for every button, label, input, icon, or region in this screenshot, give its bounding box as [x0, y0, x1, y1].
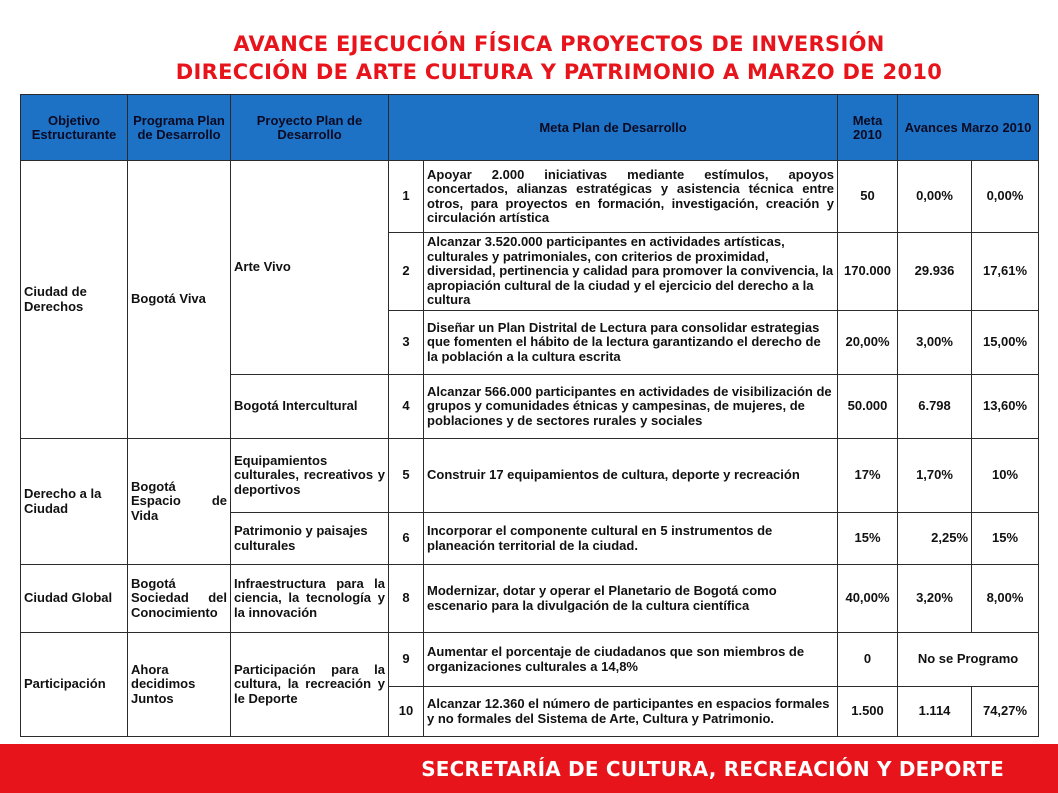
proyecto-cell: Bogotá Intercultural — [231, 375, 389, 439]
avance-percent: 74,27% — [972, 687, 1039, 737]
objetivo-cell: Participación — [21, 633, 128, 737]
proyecto-cell: Infraestructura para la ciencia, la tecnología y la innovación — [231, 565, 389, 633]
header-meta-2010: Meta 2010 — [838, 95, 898, 161]
meta-2010-value: 0 — [838, 633, 898, 687]
title-line-2: DIRECCIÓN DE ARTE CULTURA Y PATRIMONIO A MARZO DE 2010 — [175, 60, 943, 84]
programa-cell: Bogotá Viva — [128, 161, 231, 439]
programa-cell: Ahora decidimos Juntos — [128, 633, 231, 737]
avance-percent: 10% — [972, 439, 1039, 513]
meta-description: Diseñar un Plan Distrital de Lectura para consolidar estrategias que fomenten el hábito de la lectura garantizando el derecho de la población a la cultura escrita — [424, 311, 838, 375]
avance-percent: 8,00% — [972, 565, 1039, 633]
meta-2010-value: 1.500 — [838, 687, 898, 737]
meta-2010-value: 50.000 — [838, 375, 898, 439]
title-line-1: AVANCE EJECUCIÓN FÍSICA PROYECTOS DE INVERSIÓN — [233, 32, 885, 56]
avance-percent: 17,61% — [972, 233, 1039, 311]
table-row — [21, 439, 1039, 513]
meta-2010-value: 17% — [838, 439, 898, 513]
page-title — [0, 30, 1058, 86]
table-row — [21, 161, 1039, 233]
programa-cell: Bogotá Espacio de Vida — [128, 439, 231, 565]
header-meta-plan: Meta Plan de Desarrollo — [389, 95, 838, 161]
avance-value: 2,25% — [898, 513, 972, 565]
avance-value: 6.798 — [898, 375, 972, 439]
footer-bar — [0, 744, 1058, 793]
header-objetivo: Objetivo Estructurante — [21, 95, 128, 161]
meta-number: 3 — [389, 311, 424, 375]
objetivo-cell: Derecho a la Ciudad — [21, 439, 128, 565]
meta-number: 4 — [389, 375, 424, 439]
proyecto-cell: Equipamientos culturales, recreativos y deportivos — [231, 439, 389, 513]
header-proyecto: Proyecto Plan de Desarrollo — [231, 95, 389, 161]
avance-value: No se Programo — [898, 633, 1039, 687]
meta-description: Alcanzar 566.000 participantes en actividades de visibilización de grupos y comunidades étnicas y campesinas, de mujeres, de poblaciones y de sectores rurales y sociales — [424, 375, 838, 439]
investment-projects-table — [20, 94, 1039, 737]
avance-percent: 15,00% — [972, 311, 1039, 375]
table-row — [21, 633, 1039, 687]
meta-number: 10 — [389, 687, 424, 737]
meta-number: 5 — [389, 439, 424, 513]
meta-description: Construir 17 equipamientos de cultura, deporte y recreación — [424, 439, 838, 513]
proyecto-cell: Arte Vivo — [231, 161, 389, 375]
avance-value: 1,70% — [898, 439, 972, 513]
header-avances: Avances Marzo 2010 — [898, 95, 1039, 161]
objetivo-cell: Ciudad de Derechos — [21, 161, 128, 439]
meta-2010-value: 15% — [838, 513, 898, 565]
meta-description: Aumentar el porcentaje de ciudadanos que son miembros de organizaciones culturales a 14,8% — [424, 633, 838, 687]
meta-2010-value: 50 — [838, 161, 898, 233]
meta-number: 2 — [389, 233, 424, 311]
proyecto-cell: Patrimonio y paisajes culturales — [231, 513, 389, 565]
objetivo-cell: Ciudad Global — [21, 565, 128, 633]
avance-value: 1.114 — [898, 687, 972, 737]
meta-number: 6 — [389, 513, 424, 565]
avance-value: 3,20% — [898, 565, 972, 633]
avance-value: 3,00% — [898, 311, 972, 375]
avance-value: 0,00% — [898, 161, 972, 233]
meta-description: Alcanzar 3.520.000 participantes en actividades artísticas, culturales y patrimoniales, con criterios de proximidad, diversidad, pertinencia y calidad para promover la convivencia, la apropiación cultural de la ciudad y el ejercicio del derecho a la cultura — [424, 233, 838, 311]
avance-percent: 0,00% — [972, 161, 1039, 233]
header-row — [21, 95, 1039, 161]
meta-description: Modernizar, dotar y operar el Planetario de Bogotá como escenario para la divulgación de la cultura científica — [424, 565, 838, 633]
header-programa: Programa Plan de Desarrollo — [128, 95, 231, 161]
meta-description: Apoyar 2.000 iniciativas mediante estímulos, apoyos concertados, alianzas estratégicas y asistencia técnica entre otros, para proyectos en formación, investigación, creación y circulación artística — [424, 161, 838, 233]
avance-percent: 13,60% — [972, 375, 1039, 439]
meta-2010-value: 40,00% — [838, 565, 898, 633]
avance-percent: 15% — [972, 513, 1039, 565]
footer-text: SECRETARÍA DE CULTURA, RECREACIÓN Y DEPORTE — [421, 757, 1004, 781]
meta-number: 8 — [389, 565, 424, 633]
table-row — [21, 565, 1039, 633]
meta-number: 1 — [389, 161, 424, 233]
proyecto-cell: Participación para la cultura, la recreación y le Deporte — [231, 633, 389, 737]
meta-description: Incorporar el componente cultural en 5 instrumentos de planeación territorial de la ciudad. — [424, 513, 838, 565]
programa-cell: Bogotá Sociedad del Conocimiento — [128, 565, 231, 633]
meta-number: 9 — [389, 633, 424, 687]
meta-2010-value: 170.000 — [838, 233, 898, 311]
meta-2010-value: 20,00% — [838, 311, 898, 375]
avance-value: 29.936 — [898, 233, 972, 311]
meta-description: Alcanzar 12.360 el número de participantes en espacios formales y no formales del Sistema de Arte, Cultura y Patrimonio. — [424, 687, 838, 737]
